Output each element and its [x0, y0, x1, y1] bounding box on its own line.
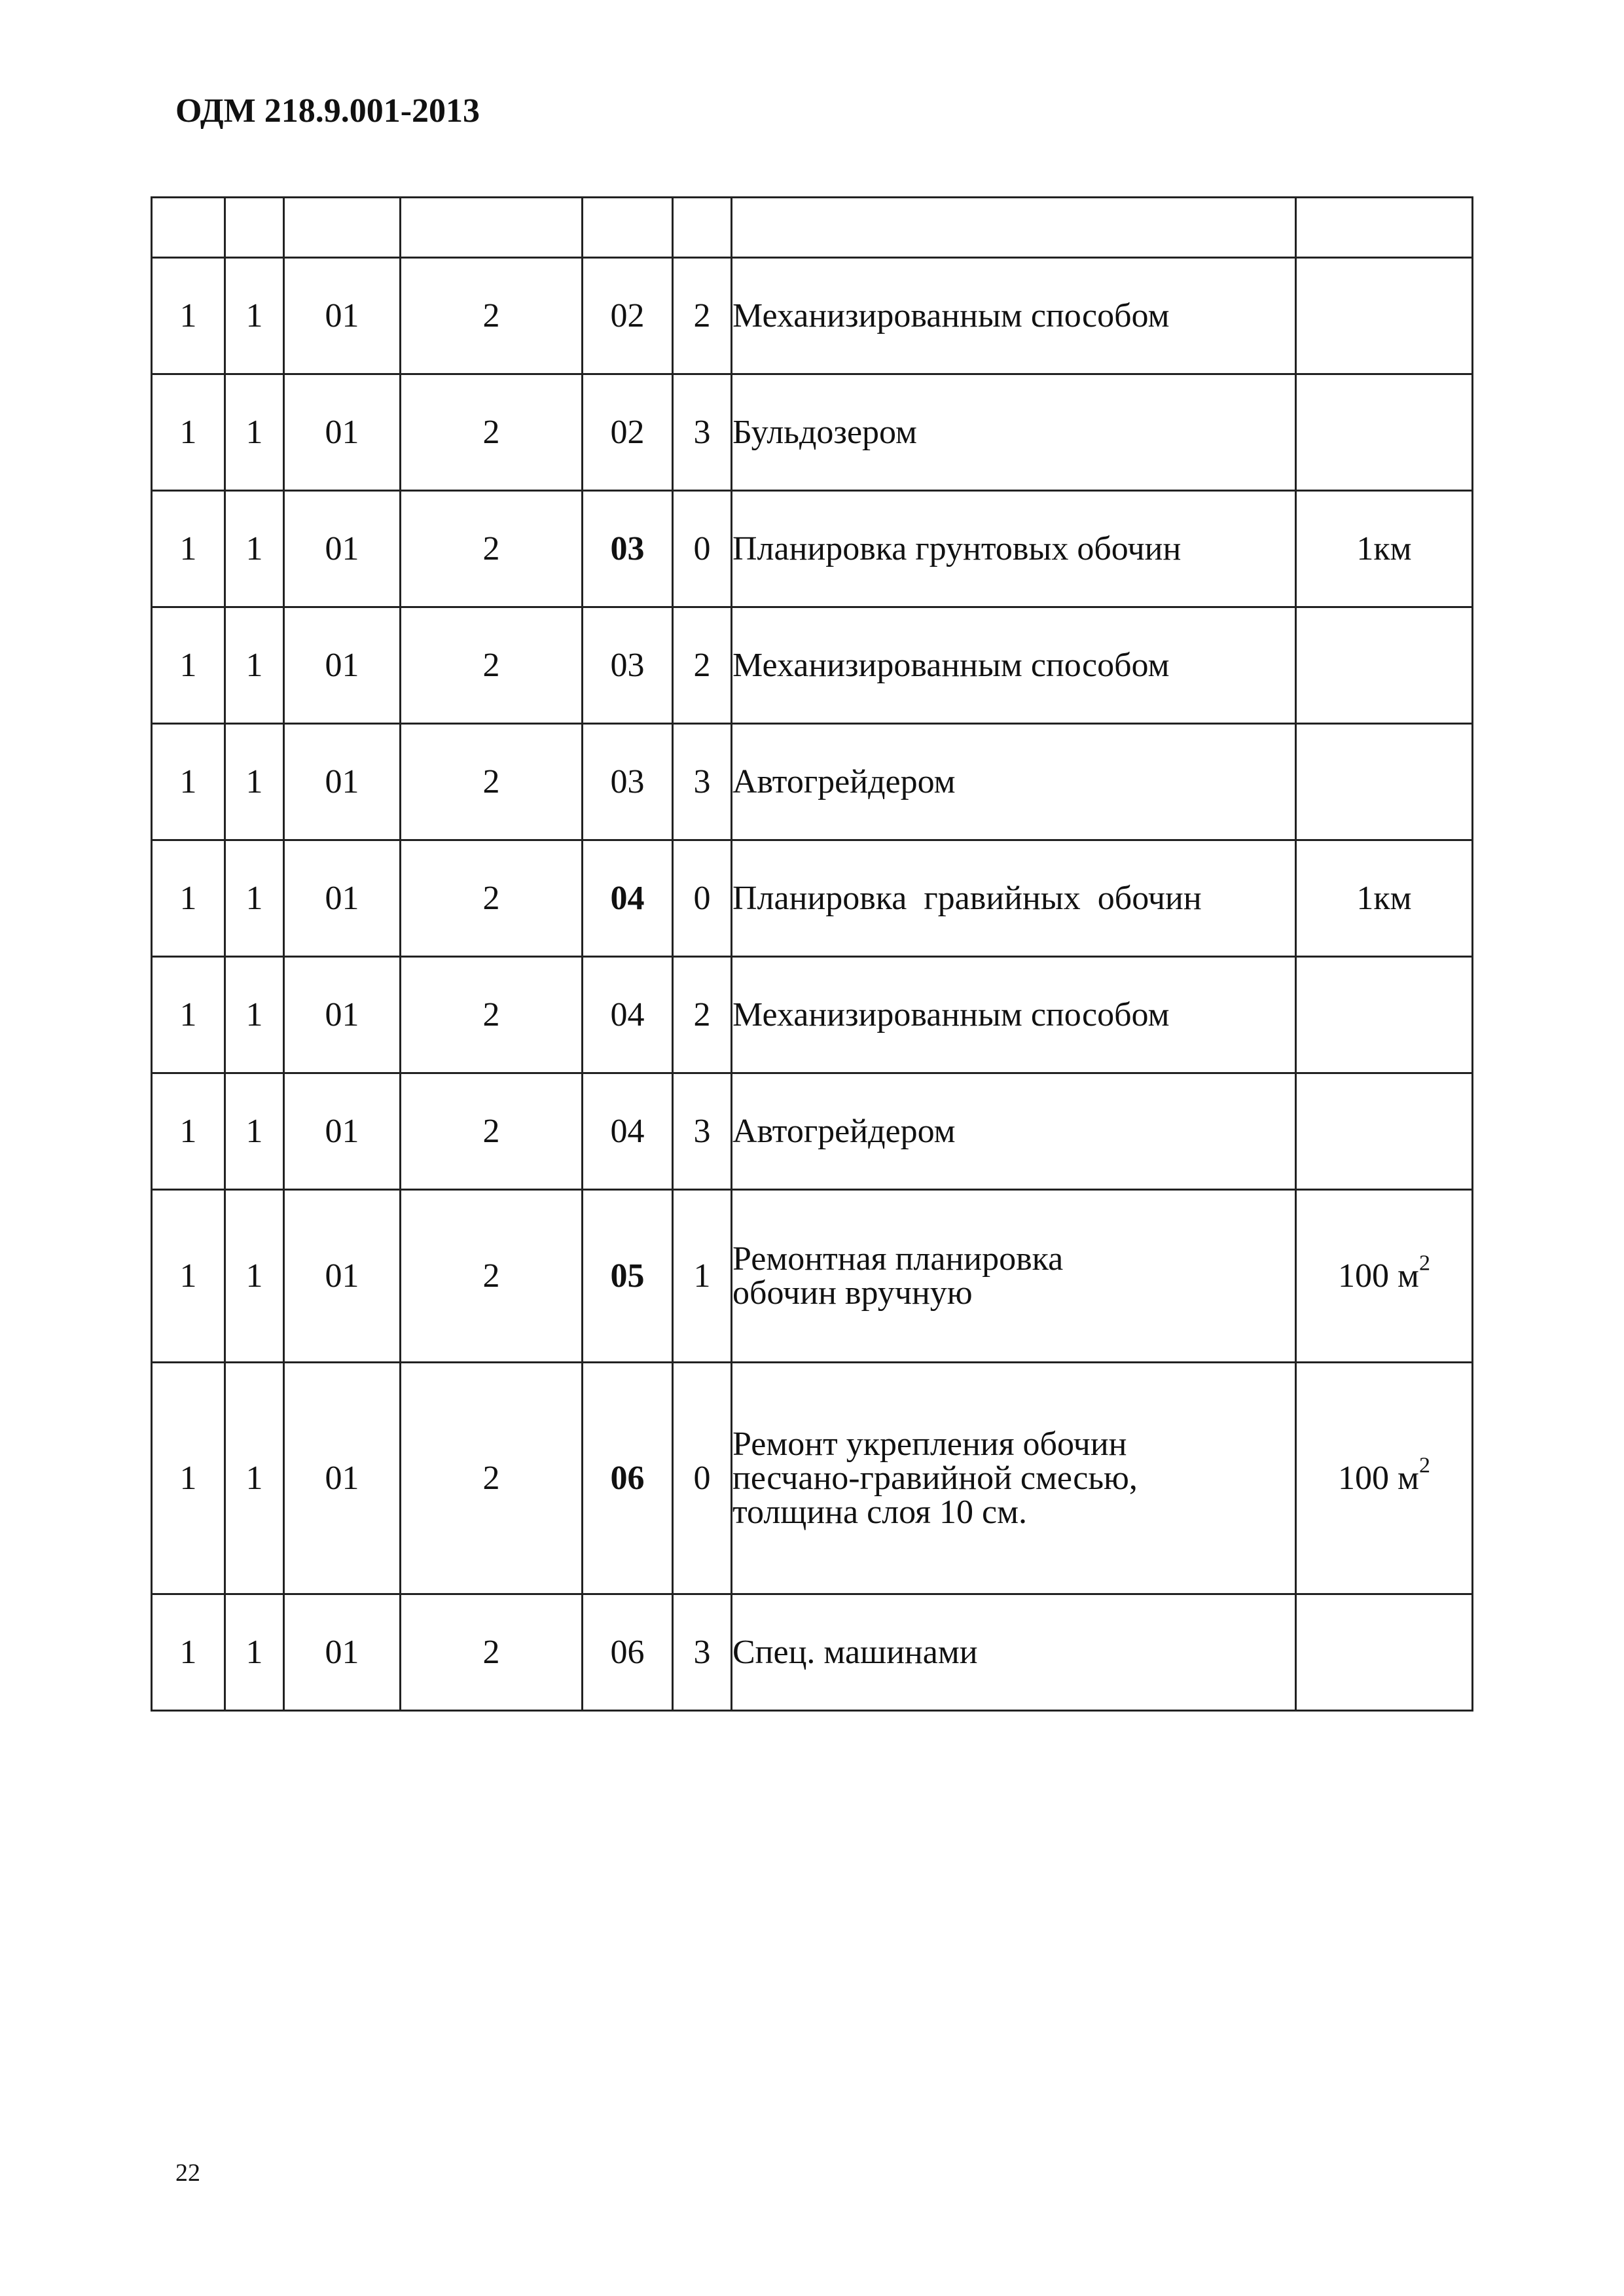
description-cell	[732, 1190, 1296, 1363]
table-row	[152, 724, 1473, 840]
description-line: песчано-гравийной смесью,	[732, 1459, 1138, 1497]
table-row	[152, 840, 1473, 957]
code-cell: 3	[673, 724, 732, 840]
code-cell: 01	[284, 374, 401, 491]
code-cell: 2	[401, 840, 583, 957]
code-cell: 1	[152, 957, 225, 1073]
code-cell: 01	[284, 957, 401, 1073]
code-cell: 1	[225, 1363, 284, 1594]
code-cell: 2	[401, 1190, 583, 1363]
code-cell: 03	[583, 724, 673, 840]
unit-superscript: 2	[1418, 1453, 1430, 1477]
description-cell	[732, 840, 1296, 957]
document-header: ОДМ 218.9.001-2013	[175, 92, 480, 130]
unit-text: 100 м	[1338, 1257, 1419, 1295]
code-cell: 1	[225, 840, 284, 957]
code-cell: 04	[583, 840, 673, 957]
code-cell: 3	[673, 374, 732, 491]
code-cell: 04	[583, 957, 673, 1073]
header-cell	[583, 198, 673, 258]
description-line: обочин вручную	[732, 1274, 973, 1312]
code-cell: 1	[152, 1363, 225, 1594]
code-cell: 01	[284, 258, 401, 374]
description-line: Планировка грунтовых обочин	[732, 529, 1182, 567]
description-line: Ремонтная планировка	[732, 1240, 1064, 1278]
header-cell	[152, 198, 225, 258]
description-line: толщина слоя 10 см.	[732, 1493, 1028, 1531]
unit-cell	[1296, 491, 1473, 607]
description-line: Механизированным способом	[732, 996, 1170, 1033]
header-cell	[732, 198, 1296, 258]
code-cell: 01	[284, 724, 401, 840]
code-cell: 01	[284, 607, 401, 724]
code-cell: 1	[152, 491, 225, 607]
code-cell: 0	[673, 840, 732, 957]
code-cell: 1	[673, 1190, 732, 1363]
code-cell: 2	[401, 1594, 583, 1711]
code-cell: 05	[583, 1190, 673, 1363]
code-cell: 1	[152, 724, 225, 840]
description-line: Бульдозером	[732, 413, 917, 451]
code-cell: 2	[401, 724, 583, 840]
unit-text: 100 м	[1338, 1459, 1419, 1497]
unit-cell	[1296, 957, 1473, 1073]
code-cell: 02	[583, 374, 673, 491]
code-cell: 1	[152, 1190, 225, 1363]
unit-text: 1км	[1356, 879, 1412, 917]
code-cell: 1	[152, 840, 225, 957]
code-cell: 06	[583, 1594, 673, 1711]
description-cell	[732, 957, 1296, 1073]
code-cell: 1	[225, 957, 284, 1073]
code-cell: 1	[225, 607, 284, 724]
page-number: 22	[175, 2159, 200, 2187]
code-cell: 2	[401, 491, 583, 607]
code-cell: 1	[225, 1073, 284, 1190]
unit-cell	[1296, 374, 1473, 491]
table-row	[152, 258, 1473, 374]
code-cell: 2	[401, 607, 583, 724]
code-cell: 02	[583, 258, 673, 374]
code-cell: 0	[673, 1363, 732, 1594]
code-cell: 1	[152, 1594, 225, 1711]
description-line: Планировка гравийных обочин	[732, 879, 1202, 917]
code-cell: 2	[673, 258, 732, 374]
unit-cell	[1296, 724, 1473, 840]
code-cell: 01	[284, 840, 401, 957]
unit-cell	[1296, 1594, 1473, 1711]
code-cell: 3	[673, 1073, 732, 1190]
code-cell: 1	[152, 1073, 225, 1190]
description-cell	[732, 724, 1296, 840]
table-row	[152, 491, 1473, 607]
table-header-row	[152, 198, 1473, 258]
code-cell: 03	[583, 491, 673, 607]
code-cell: 2	[401, 258, 583, 374]
code-cell: 01	[284, 1594, 401, 1711]
description-line: Механизированным способом	[732, 296, 1170, 334]
code-cell: 1	[152, 374, 225, 491]
header-cell	[225, 198, 284, 258]
unit-superscript: 2	[1418, 1251, 1430, 1275]
code-cell: 01	[284, 1190, 401, 1363]
code-cell: 2	[673, 957, 732, 1073]
code-cell: 01	[284, 491, 401, 607]
code-cell: 2	[401, 374, 583, 491]
header-cell	[284, 198, 401, 258]
table-row	[152, 957, 1473, 1073]
description-line: Механизированным способом	[732, 646, 1170, 684]
code-cell: 1	[225, 1594, 284, 1711]
table-row	[152, 607, 1473, 724]
code-cell: 06	[583, 1363, 673, 1594]
table-row	[152, 1363, 1473, 1594]
unit-cell	[1296, 1363, 1473, 1594]
header-cell	[401, 198, 583, 258]
unit-text: 1км	[1356, 529, 1412, 567]
code-cell: 2	[401, 957, 583, 1073]
description-cell	[732, 1594, 1296, 1711]
code-cell: 3	[673, 1594, 732, 1711]
code-cell: 01	[284, 1073, 401, 1190]
code-cell: 04	[583, 1073, 673, 1190]
description-cell	[732, 258, 1296, 374]
description-line: Автогрейдером	[732, 762, 956, 800]
unit-cell	[1296, 840, 1473, 957]
table-row	[152, 1190, 1473, 1363]
description-line: Спец. машинами	[732, 1633, 978, 1671]
description-line: Ремонт укрепления обочин	[732, 1425, 1127, 1463]
description-cell	[732, 1363, 1296, 1594]
table-row	[152, 1073, 1473, 1190]
unit-cell	[1296, 1073, 1473, 1190]
description-cell	[732, 607, 1296, 724]
unit-cell	[1296, 1190, 1473, 1363]
code-cell: 03	[583, 607, 673, 724]
table-row	[152, 374, 1473, 491]
code-cell: 0	[673, 491, 732, 607]
header-cell	[1296, 198, 1473, 258]
header-cell	[673, 198, 732, 258]
description-cell	[732, 374, 1296, 491]
code-cell: 2	[401, 1363, 583, 1594]
unit-cell	[1296, 607, 1473, 724]
code-cell: 1	[225, 1190, 284, 1363]
description-line: Автогрейдером	[732, 1112, 956, 1150]
code-cell: 1	[152, 607, 225, 724]
code-table	[151, 196, 1473, 1712]
code-cell: 2	[673, 607, 732, 724]
description-cell	[732, 1073, 1296, 1190]
code-cell: 01	[284, 1363, 401, 1594]
code-cell: 1	[225, 258, 284, 374]
code-cell: 1	[152, 258, 225, 374]
table-row	[152, 1594, 1473, 1711]
code-cell: 2	[401, 1073, 583, 1190]
code-cell: 1	[225, 491, 284, 607]
code-cell: 1	[225, 374, 284, 491]
code-cell: 1	[225, 724, 284, 840]
unit-cell	[1296, 258, 1473, 374]
description-cell	[732, 491, 1296, 607]
